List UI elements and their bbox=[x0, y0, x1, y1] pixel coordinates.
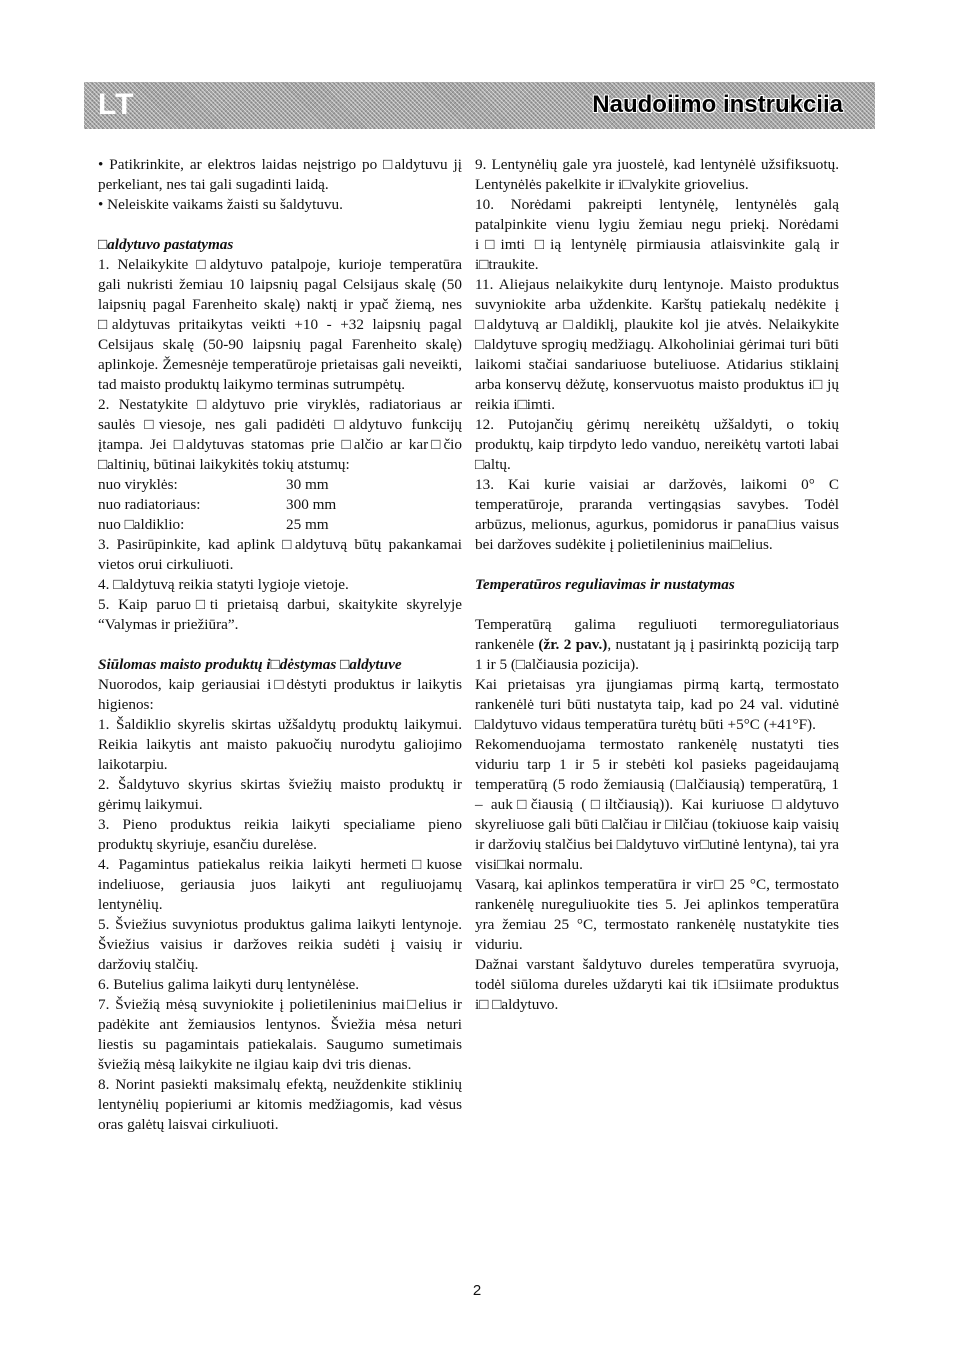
distance-value: 25 mm bbox=[286, 516, 329, 533]
storage-paragraph: 5. Šviežius suvyniotus produktus galima laikyti lentynoje. Šviežius vaisius ir daržoves reikia sudėti į vaisių ir daržovių stalčių. bbox=[98, 916, 462, 973]
storage-paragraph: 12. Putojančių gėrimų nereikėtų užšaldyti, o tokių produktų, kaip tirpdyto ledo vanduo, nereikėtų vartoti labai □altų. bbox=[475, 416, 839, 473]
distance-row bbox=[98, 515, 462, 535]
placement-paragraph: 4. □aldytuvą reikia statyti lygioje vietoje. bbox=[98, 576, 349, 593]
storage-paragraph: 1. Šaldiklio skyrelis skirtas užšaldytų produktų laikymui. Reikia laikytis ant maisto pakuočių nurodytu galiojimo laikotarpiu. bbox=[98, 716, 462, 773]
spacer bbox=[98, 215, 462, 235]
distance-value: 30 mm bbox=[286, 476, 329, 493]
storage-paragraph: 9. Lentynėlių gale yra juostelė, kad lentynėlė užsifiksuotų. Lentynėlės pakelkite ir i□valykite griovelius. bbox=[475, 156, 839, 193]
temperature-text: Temperatūrą galima reguliuoti termoreguliatoriaus rankenėle bbox=[475, 616, 839, 653]
storage-paragraph: 2. Šaldytuvo skyrius skirtas šviežių maisto produktų ir gėrimų laikymui. bbox=[98, 776, 462, 813]
placement-paragraph: 2. Nestatykite □aldytuvo prie viryklės, radiatoriaus ar saulės □viesoje, nes gali padidėti □aldytuvo funkcijų įtampa. Jei □aldytuvas statomas prie □alčio ar kar□čio □altinių, būtinai laikykitės tokių atstumų: bbox=[98, 396, 462, 473]
temperature-paragraph bbox=[475, 615, 839, 675]
page-title: Naudoiimo instrukciia bbox=[592, 91, 843, 118]
storage-paragraph: 10. Norėdami pakreipti lentynėlę, lentynėlės galą patalpinkite vienu lygiu žemiau negu priekį. Norėdami i□imti □ią lentynėlę pirmiausia atlaisvinkite galą ir i□traukite. bbox=[475, 196, 839, 273]
storage-paragraph: 13. Kai kurie vaisiai ar daržovės, laikomi 0° C temperatūroje, praranda vertingąsias savybes. Todėl arbūzus, melionus, agurkus, pomidorus ir pana□ius vaisus bei daržoves sudėkite į polietileninius mai□elius. bbox=[475, 476, 839, 553]
intro-bullet: • Patikrinkite, ar elektros laidas neįstrigo po □aldytuvu jį perkeliant, nes tai gali sugadinti laidą. bbox=[98, 156, 462, 193]
temperature-paragraph: Dažnai varstant šaldytuvo dureles temperatūra svyruoja, todėl siūloma dureles uždaryti kai tik i□siimate produktus i□ □aldytuvo. bbox=[475, 956, 839, 1013]
storage-paragraph: Nuorodos, kaip geriausiai i□dėstyti produktus ir laikytis higienos: bbox=[98, 676, 462, 713]
spacer bbox=[475, 555, 839, 575]
placement-paragraph: 3. Pasirūpinkite, kad aplink □aldytuvą būtų pakankamai vietos orui cirkuliuoti. bbox=[98, 536, 462, 573]
left-column bbox=[98, 155, 462, 1135]
header-band bbox=[84, 82, 875, 129]
temperature-paragraph: Vasarą, kai aplinkos temperatūra ir vir□ 25 °C, termostato rankenėlę nureguliuokite ties 5. Jei aplinkos temperatūra yra žemiau 25 °C, termostato rankenėlę nustatykite ties viduriu. bbox=[475, 876, 839, 953]
storage-paragraph: 6. Butelius galima laikyti durų lentynėlėse. bbox=[98, 976, 360, 993]
section-heading-placement: □aldytuvo pastatymas bbox=[98, 236, 234, 253]
intro-bullet: • Neleiskite vaikams žaisti su šaldytuvu. bbox=[98, 196, 343, 213]
temperature-paragraph: Kai prietaisas yra įjungiamas pirmą kartą, termostato rankenėlė turi būti nustatyta taip, kad po 24 val. vidutinė □aldytuvo vidaus temperatūra turėtų būti +5°C (+41°F). bbox=[475, 676, 839, 733]
distance-row bbox=[98, 495, 462, 515]
language-code: LT bbox=[98, 88, 135, 121]
distance-row bbox=[98, 475, 462, 495]
section-heading-temperature: Temperatūros reguliavimas ir nustatymas bbox=[475, 576, 735, 593]
temperature-text: , nustatant ją į pasirinktą poziciją tarp 1 ir 5 (□alčiausia pozicija). bbox=[475, 636, 839, 673]
placement-paragraph: 5. Kaip paruo□ti prietaisą darbui, skaitykite skyrelyje “Valymas ir priežiūra”. bbox=[98, 596, 462, 633]
spacer bbox=[475, 595, 839, 615]
distance-value: 300 mm bbox=[286, 496, 337, 513]
distance-label: nuo radiatoriaus: bbox=[98, 496, 201, 513]
temperature-paragraph: Rekomenduojama termostato rankenėlę nustatyti ties viduriu tarp 1 ir 5 ir stebėti kol pasieks pageidaujamą temperatūrą (5 rodo žemiausią (□alčiausią) temperatūrą, 1 – auk□čiausią (□iltčiausią)). Kai kuriuose □aldytuvo skyreliuose gali būti □alčiau ir □ilčiau (tokiuose kaip vaisių ir daržovių stalčius bei □aldytuvo vir□utinė lentyna), tai yra visi□kai normalu. bbox=[475, 736, 839, 873]
storage-paragraph: 7. Šviežią mėsą suvyniokite į polietileninius mai□elius ir padėkite ant žemiausios lentynos. Šviežia mėsa neturi liestis su pagamintais patiekalais. Saugumo sumetimais šviežią mėsą laikykite ne ilgiau kaip dvi tris dienas. bbox=[98, 996, 462, 1073]
page-number: 2 bbox=[472, 1282, 482, 1299]
storage-paragraph: 11. Aliejaus nelaikykite durų lentynoje. Maisto produktus suvyniokite arba uždenkite. Karštų patiekalų nedėkite į □aldytuvą ar □aldiklį, plaukite kol jie atvės. Nelaikykite □aldytuve sprogių medžiagų. Alkoholiniai gėrimai turi būti laikomi stačiai sandariuose buteliuose. Atidarius stiklainį arba konservų dėžutę, konservuotus maisto produktus i□ jų reikia i□imti. bbox=[475, 276, 839, 413]
figure-reference: (žr. 2 pav.) bbox=[538, 636, 608, 653]
right-column bbox=[475, 155, 839, 1015]
storage-paragraph: 3. Pieno produktus reikia laikyti specialiame pieno produktų skyriuje, esančiu durelėse. bbox=[98, 816, 462, 853]
distance-label: nuo viryklės: bbox=[98, 476, 178, 493]
storage-paragraph: 8. Norint pasiekti maksimalų efektą, neuždenkite stiklinių lentynėlių popieriumi ar kitomis medžiagomis, kad vėsus oras galėtų laisvai cirkuliuoti. bbox=[98, 1076, 462, 1133]
distance-label: nuo □aldiklio: bbox=[98, 516, 185, 533]
section-heading-storage: Siūlomas maisto produktų i□dėstymas □aldytuve bbox=[98, 656, 402, 673]
storage-paragraph: 4. Pagamintus patiekalus reikia laikyti hermeti□kuose indeliuose, geriausia juos laikyti ant reguliuojamų lentynėlių. bbox=[98, 856, 462, 913]
placement-paragraph: 1. Nelaikykite □aldytuvo patalpoje, kurioje temperatūra gali nukristi žemiau 10 laipsnių pagal Celsijaus skalę (50 laipsnių pagal Farenheito skalę) naktį ir ypač žiemą, nes □aldytuvas pritaikytas veikti +10 - +32 laipsnių pagal Celsijaus skalę (50-90 laipsnių pagal Farenheito skalę) aplinkoje. Žemesnėje temperatūroje prietaisas gali neveikti, tad maisto produktų laikymo terminas sutrumpėtų. bbox=[98, 256, 462, 393]
spacer bbox=[98, 635, 462, 655]
